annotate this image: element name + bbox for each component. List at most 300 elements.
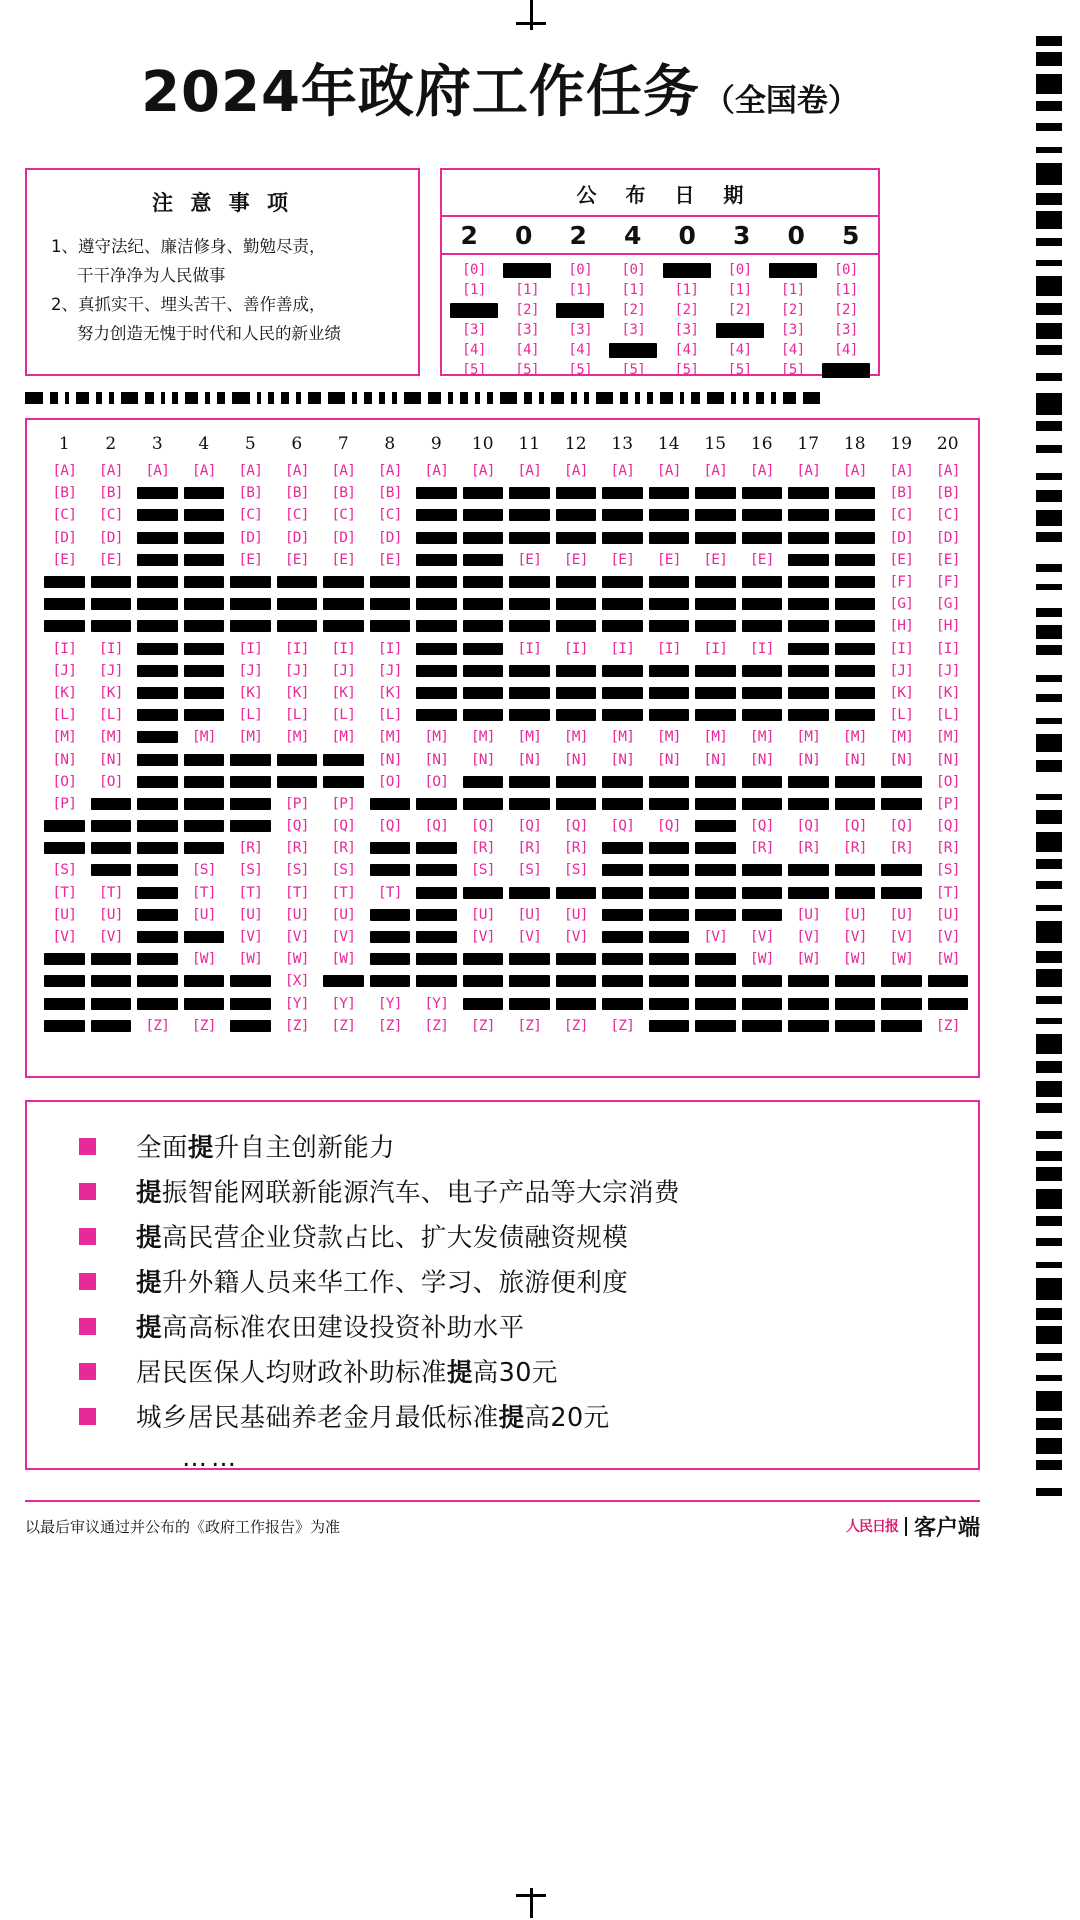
answer-bubble-filled[interactable] [832,485,879,501]
answer-bubble-filled[interactable] [832,618,879,634]
answer-bubble-filled[interactable] [227,774,274,790]
answer-bubble[interactable]: [K] [331,684,356,701]
answer-bubble[interactable]: [N] [52,751,77,768]
answer-bubble-filled[interactable] [739,618,786,634]
date-bubble[interactable]: [2] [834,302,858,318]
answer-bubble[interactable]: [N] [796,751,821,768]
answer-bubble[interactable]: [B] [238,485,263,502]
answer-bubble-filled[interactable] [41,951,88,967]
answer-bubble[interactable]: [M] [191,729,216,746]
answer-bubble[interactable]: [U] [889,906,914,923]
answer-bubble[interactable]: [A] [191,463,216,480]
date-bubble-filled[interactable]: [2] [556,303,604,318]
answer-bubble[interactable]: [D] [377,529,402,546]
answer-bubble-filled[interactable] [646,1018,693,1034]
answer-bubble[interactable]: [M] [935,729,960,746]
answer-bubble[interactable]: [E] [284,551,309,568]
answer-bubble[interactable]: [U] [98,906,123,923]
answer-bubble[interactable]: [K] [889,684,914,701]
answer-bubble-filled[interactable] [227,818,274,834]
answer-bubble-filled[interactable] [460,663,507,679]
answer-bubble[interactable]: [J] [284,662,309,679]
answer-bubble[interactable]: [O] [377,773,402,790]
answer-bubble-filled[interactable] [878,862,925,878]
answer-bubble-filled[interactable] [134,574,181,590]
date-bubble-filled[interactable]: [0] [503,263,551,278]
answer-bubble-filled[interactable] [599,596,646,612]
answer-bubble[interactable]: [K] [284,684,309,701]
answer-bubble[interactable]: [T] [935,884,960,901]
answer-bubble[interactable]: [B] [98,485,123,502]
date-bubble-filled[interactable]: [0] [769,263,817,278]
answer-bubble-filled[interactable] [739,796,786,812]
answer-bubble-filled[interactable] [692,907,739,923]
answer-bubble-filled[interactable] [553,796,600,812]
answer-bubble-filled[interactable] [134,707,181,723]
answer-bubble-filled[interactable] [181,618,228,634]
answer-bubble-filled[interactable] [739,862,786,878]
date-bubble[interactable]: [5] [674,362,699,378]
date-bubble[interactable]: [5] [621,362,646,378]
answer-bubble-filled[interactable] [274,752,321,768]
date-bubble[interactable]: [3] [568,322,593,338]
answer-bubble-filled[interactable] [367,574,414,590]
answer-bubble[interactable]: [P] [331,795,356,812]
answer-bubble[interactable]: [M] [238,729,263,746]
answer-bubble-filled[interactable] [692,885,739,901]
answer-bubble[interactable]: [V] [284,929,309,946]
answer-bubble[interactable]: [P] [52,795,77,812]
answer-bubble[interactable]: [M] [424,729,449,746]
date-bubble[interactable]: [4] [834,342,858,358]
answer-bubble-filled[interactable] [692,951,739,967]
answer-bubble-filled[interactable] [553,596,600,612]
answer-bubble-filled[interactable] [413,685,460,701]
answer-bubble[interactable]: [Z] [935,1017,960,1034]
answer-bubble-filled[interactable] [181,774,228,790]
date-bubble[interactable]: [3] [834,322,858,338]
answer-bubble-filled[interactable] [274,774,321,790]
answer-bubble-filled[interactable] [88,796,135,812]
answer-bubble[interactable]: [K] [238,684,263,701]
answer-bubble-filled[interactable] [832,552,879,568]
answer-bubble[interactable]: [A] [842,463,867,480]
answer-bubble[interactable]: [U] [470,906,495,923]
date-bubble[interactable]: [1] [834,282,858,298]
answer-bubble[interactable]: [Z] [424,1017,449,1034]
answer-bubble[interactable]: [V] [749,929,774,946]
date-bubble-filled[interactable]: [0] [663,263,711,278]
answer-bubble-filled[interactable] [181,973,228,989]
answer-bubble-filled[interactable] [181,752,228,768]
answer-bubble[interactable]: [Z] [331,1017,356,1034]
date-bubble[interactable]: [2] [621,302,646,318]
answer-bubble-filled[interactable] [88,596,135,612]
answer-bubble-filled[interactable] [739,685,786,701]
answer-bubble[interactable]: [S] [517,862,542,879]
date-bubble[interactable]: [2] [727,302,752,318]
answer-bubble-filled[interactable] [692,663,739,679]
answer-bubble-filled[interactable] [692,596,739,612]
answer-bubble-filled[interactable] [460,951,507,967]
answer-bubble[interactable]: [T] [238,884,263,901]
answer-bubble[interactable]: [A] [517,463,542,480]
answer-bubble-filled[interactable] [785,1018,832,1034]
answer-bubble-filled[interactable] [692,774,739,790]
answer-bubble[interactable]: [Q] [517,818,542,835]
answer-bubble[interactable]: [Z] [284,1017,309,1034]
answer-bubble[interactable]: [Y] [377,995,402,1012]
answer-bubble[interactable]: [L] [331,707,356,724]
answer-bubble-filled[interactable] [181,796,228,812]
answer-bubble-filled[interactable] [646,929,693,945]
answer-bubble-filled[interactable] [134,729,181,745]
answer-bubble[interactable]: [T] [284,884,309,901]
answer-bubble[interactable]: [I] [238,640,263,657]
answer-bubble-filled[interactable] [646,663,693,679]
answer-bubble[interactable]: [E] [563,551,588,568]
answer-bubble-filled[interactable] [227,796,274,812]
answer-bubble-filled[interactable] [413,552,460,568]
answer-bubble-filled[interactable] [181,663,228,679]
answer-bubble-filled[interactable] [832,685,879,701]
answer-bubble[interactable]: [G] [935,596,960,613]
answer-bubble[interactable]: [H] [935,618,960,635]
answer-bubble[interactable]: [S] [563,862,588,879]
answer-bubble-filled[interactable] [739,507,786,523]
answer-bubble-filled[interactable] [460,552,507,568]
answer-bubble-filled[interactable] [181,818,228,834]
answer-bubble-filled[interactable] [925,996,972,1012]
answer-bubble[interactable]: [O] [52,773,77,790]
answer-bubble[interactable]: [M] [889,729,914,746]
answer-bubble[interactable]: [J] [52,662,77,679]
answer-bubble-filled[interactable] [553,685,600,701]
answer-bubble-filled[interactable] [413,663,460,679]
answer-bubble[interactable]: [F] [935,574,960,591]
answer-bubble[interactable]: [C] [889,507,914,524]
answer-bubble-filled[interactable] [785,596,832,612]
answer-bubble-filled[interactable] [134,973,181,989]
answer-bubble-filled[interactable] [646,618,693,634]
answer-bubble-filled[interactable] [413,885,460,901]
answer-bubble-filled[interactable] [599,907,646,923]
answer-bubble[interactable]: [V] [796,929,821,946]
answer-bubble[interactable]: [C] [377,507,402,524]
answer-bubble-filled[interactable] [553,507,600,523]
answer-bubble[interactable]: [M] [842,729,867,746]
answer-bubble-filled[interactable] [739,574,786,590]
answer-bubble-filled[interactable] [460,530,507,546]
answer-bubble[interactable]: [B] [935,485,960,502]
answer-bubble[interactable]: [W] [284,951,309,968]
date-bubble[interactable]: [4] [568,342,593,358]
answer-bubble[interactable]: [A] [796,463,821,480]
answer-bubble[interactable]: [S] [470,862,495,879]
answer-bubble[interactable]: [W] [749,951,774,968]
answer-bubble[interactable]: [V] [935,929,960,946]
answer-bubble-filled[interactable] [785,774,832,790]
answer-bubble-filled[interactable] [692,574,739,590]
date-bubble-filled[interactable]: [4] [609,343,657,358]
answer-bubble[interactable]: [P] [284,795,309,812]
answer-bubble-filled[interactable] [692,818,739,834]
answer-bubble[interactable]: [T] [52,884,77,901]
answer-bubble-filled[interactable] [506,596,553,612]
date-bubble[interactable]: [5] [515,362,540,378]
answer-bubble-filled[interactable] [413,596,460,612]
date-bubble[interactable]: [1] [515,282,540,298]
answer-bubble[interactable]: [O] [98,773,123,790]
answer-bubble[interactable]: [S] [52,862,77,879]
date-bubble[interactable]: [3] [515,322,540,338]
answer-bubble-filled[interactable] [413,907,460,923]
answer-bubble-filled[interactable] [692,685,739,701]
answer-bubble-filled[interactable] [320,618,367,634]
answer-bubble[interactable]: [Q] [656,818,681,835]
answer-bubble[interactable]: [G] [889,596,914,613]
answer-bubble[interactable]: [X] [284,973,309,990]
answer-bubble[interactable]: [Z] [610,1017,635,1034]
answer-bubble[interactable]: [Q] [470,818,495,835]
answer-bubble-filled[interactable] [739,973,786,989]
answer-bubble-filled[interactable] [181,596,228,612]
answer-bubble-filled[interactable] [832,996,879,1012]
answer-bubble-filled[interactable] [832,885,879,901]
answer-bubble[interactable]: [T] [377,884,402,901]
answer-bubble[interactable]: [M] [610,729,635,746]
answer-bubble[interactable]: [T] [191,884,216,901]
answer-bubble[interactable]: [Z] [563,1017,588,1034]
answer-bubble-filled[interactable] [785,796,832,812]
date-bubble[interactable]: [5] [568,362,593,378]
date-bubble[interactable]: [4] [727,342,752,358]
answer-bubble[interactable]: [N] [842,751,867,768]
date-bubble[interactable]: [4] [780,342,805,358]
answer-bubble[interactable]: [I] [331,640,356,657]
answer-bubble[interactable]: [Q] [935,818,960,835]
answer-bubble-filled[interactable] [832,596,879,612]
answer-bubble-filled[interactable] [367,862,414,878]
answer-bubble-filled[interactable] [832,641,879,657]
answer-bubble[interactable]: [E] [703,551,728,568]
answer-bubble[interactable]: [A] [377,463,402,480]
answer-bubble-filled[interactable] [134,996,181,1012]
answer-bubble-filled[interactable] [646,951,693,967]
answer-bubble[interactable]: [M] [656,729,681,746]
answer-bubble[interactable]: [I] [610,640,635,657]
answer-bubble[interactable]: [Q] [796,818,821,835]
answer-bubble[interactable]: [S] [191,862,216,879]
answer-bubble-filled[interactable] [413,862,460,878]
answer-bubble-filled[interactable] [88,951,135,967]
answer-bubble-filled[interactable] [785,641,832,657]
answer-bubble-filled[interactable] [88,840,135,856]
answer-bubble-filled[interactable] [553,951,600,967]
answer-bubble-filled[interactable] [134,774,181,790]
answer-bubble[interactable]: [Q] [842,818,867,835]
answer-bubble-filled[interactable] [460,774,507,790]
date-bubble[interactable]: [1] [621,282,646,298]
answer-bubble[interactable]: [Q] [889,818,914,835]
answer-bubble-filled[interactable] [599,996,646,1012]
answer-bubble-filled[interactable] [413,973,460,989]
answer-bubble-filled[interactable] [134,552,181,568]
answer-bubble-filled[interactable] [832,707,879,723]
answer-bubble-filled[interactable] [646,574,693,590]
answer-bubble-filled[interactable] [832,507,879,523]
answer-bubble-filled[interactable] [599,973,646,989]
answer-bubble[interactable]: [Q] [377,818,402,835]
answer-bubble-filled[interactable] [692,996,739,1012]
date-bubble[interactable]: [4] [462,342,486,358]
answer-bubble-filled[interactable] [41,818,88,834]
answer-bubble-filled[interactable] [599,507,646,523]
answer-bubble[interactable]: [Z] [191,1017,216,1034]
answer-bubble[interactable]: [Q] [424,818,449,835]
answer-bubble[interactable]: [E] [331,551,356,568]
answer-bubble-filled[interactable] [785,530,832,546]
answer-bubble[interactable]: [D] [284,529,309,546]
answer-bubble[interactable]: [U] [284,906,309,923]
answer-bubble[interactable]: [M] [470,729,495,746]
answer-bubble-filled[interactable] [367,973,414,989]
answer-bubble-filled[interactable] [599,663,646,679]
answer-bubble-filled[interactable] [599,530,646,546]
answer-bubble-filled[interactable] [134,929,181,945]
answer-bubble-filled[interactable] [506,574,553,590]
answer-bubble[interactable]: [U] [563,906,588,923]
answer-bubble-filled[interactable] [506,485,553,501]
answer-bubble-filled[interactable] [320,774,367,790]
answer-bubble[interactable]: [U] [935,906,960,923]
answer-bubble-filled[interactable] [181,929,228,945]
answer-bubble[interactable]: [U] [842,906,867,923]
answer-bubble-filled[interactable] [227,996,274,1012]
answer-bubble[interactable]: [A] [145,463,170,480]
answer-bubble[interactable]: [R] [284,840,309,857]
answer-bubble-filled[interactable] [646,485,693,501]
answer-bubble-filled[interactable] [134,685,181,701]
answer-bubble-filled[interactable] [646,840,693,856]
date-bubble[interactable]: [1] [568,282,593,298]
answer-bubble[interactable]: [A] [889,463,914,480]
answer-bubble-filled[interactable] [134,752,181,768]
answer-bubble-filled[interactable] [553,618,600,634]
answer-bubble[interactable]: [E] [610,551,635,568]
answer-bubble-filled[interactable] [413,507,460,523]
answer-bubble[interactable]: [V] [703,929,728,946]
answer-bubble[interactable]: [C] [284,507,309,524]
answer-bubble[interactable]: [V] [889,929,914,946]
answer-bubble-filled[interactable] [367,929,414,945]
answer-bubble[interactable]: [R] [331,840,356,857]
answer-bubble[interactable]: [V] [563,929,588,946]
answer-bubble-filled[interactable] [692,507,739,523]
answer-bubble[interactable]: [Q] [563,818,588,835]
answer-bubble[interactable]: [S] [935,862,960,879]
date-bubble[interactable]: [3] [621,322,646,338]
answer-bubble-filled[interactable] [739,707,786,723]
answer-bubble-filled[interactable] [832,862,879,878]
answer-bubble-filled[interactable] [599,929,646,945]
date-bubble[interactable]: [5] [780,362,805,378]
answer-bubble[interactable]: [N] [656,751,681,768]
answer-bubble-filled[interactable] [599,774,646,790]
answer-bubble[interactable]: [E] [749,551,774,568]
answer-bubble-filled[interactable] [41,574,88,590]
date-bubble-filled[interactable]: [3] [716,323,764,338]
answer-bubble[interactable]: [T] [331,884,356,901]
answer-bubble[interactable]: [R] [517,840,542,857]
answer-bubble[interactable]: [N] [703,751,728,768]
answer-bubble[interactable]: [E] [889,551,914,568]
answer-bubble[interactable]: [J] [331,662,356,679]
answer-bubble[interactable]: [A] [284,463,309,480]
answer-bubble-filled[interactable] [181,574,228,590]
answer-bubble[interactable]: [L] [238,707,263,724]
answer-bubble-filled[interactable] [553,996,600,1012]
answer-bubble[interactable]: [L] [98,707,123,724]
answer-bubble-filled[interactable] [227,1018,274,1034]
answer-bubble-filled[interactable] [692,862,739,878]
answer-bubble[interactable]: [Z] [517,1017,542,1034]
answer-bubble[interactable]: [Q] [610,818,635,835]
answer-bubble[interactable]: [I] [377,640,402,657]
answer-bubble-filled[interactable] [181,507,228,523]
date-bubble[interactable]: [1] [462,282,486,298]
answer-bubble-filled[interactable] [785,973,832,989]
answer-bubble-filled[interactable] [367,618,414,634]
answer-bubble-filled[interactable] [134,485,181,501]
answer-bubble-filled[interactable] [832,774,879,790]
answer-bubble-filled[interactable] [181,840,228,856]
answer-bubble[interactable]: [N] [98,751,123,768]
answer-bubble[interactable]: [I] [284,640,309,657]
answer-bubble[interactable]: [S] [284,862,309,879]
answer-bubble-filled[interactable] [692,707,739,723]
date-bubble[interactable]: [1] [780,282,805,298]
answer-bubble[interactable]: [K] [52,684,77,701]
answer-bubble-filled[interactable] [646,507,693,523]
answer-bubble-filled[interactable] [506,618,553,634]
answer-bubble-filled[interactable] [646,685,693,701]
answer-bubble-filled[interactable] [599,685,646,701]
answer-bubble-filled[interactable] [460,973,507,989]
answer-bubble[interactable]: [Z] [470,1017,495,1034]
answer-bubble-filled[interactable] [320,596,367,612]
answer-bubble[interactable]: [E] [935,551,960,568]
answer-bubble-filled[interactable] [599,840,646,856]
answer-bubble-filled[interactable] [599,707,646,723]
answer-bubble-filled[interactable] [785,552,832,568]
answer-bubble[interactable]: [W] [331,951,356,968]
answer-bubble[interactable]: [I] [656,640,681,657]
answer-bubble-filled[interactable] [134,951,181,967]
answer-bubble-filled[interactable] [367,596,414,612]
answer-bubble[interactable]: [M] [517,729,542,746]
answer-bubble-filled[interactable] [88,996,135,1012]
date-bubble[interactable]: [0] [834,262,858,278]
answer-bubble[interactable]: [E] [377,551,402,568]
answer-bubble[interactable]: [Y] [284,995,309,1012]
answer-bubble[interactable]: [K] [98,684,123,701]
answer-bubble[interactable]: [W] [842,951,867,968]
answer-bubble[interactable]: [E] [238,551,263,568]
answer-bubble[interactable]: [N] [749,751,774,768]
answer-bubble-filled[interactable] [134,818,181,834]
answer-bubble-filled[interactable] [553,485,600,501]
